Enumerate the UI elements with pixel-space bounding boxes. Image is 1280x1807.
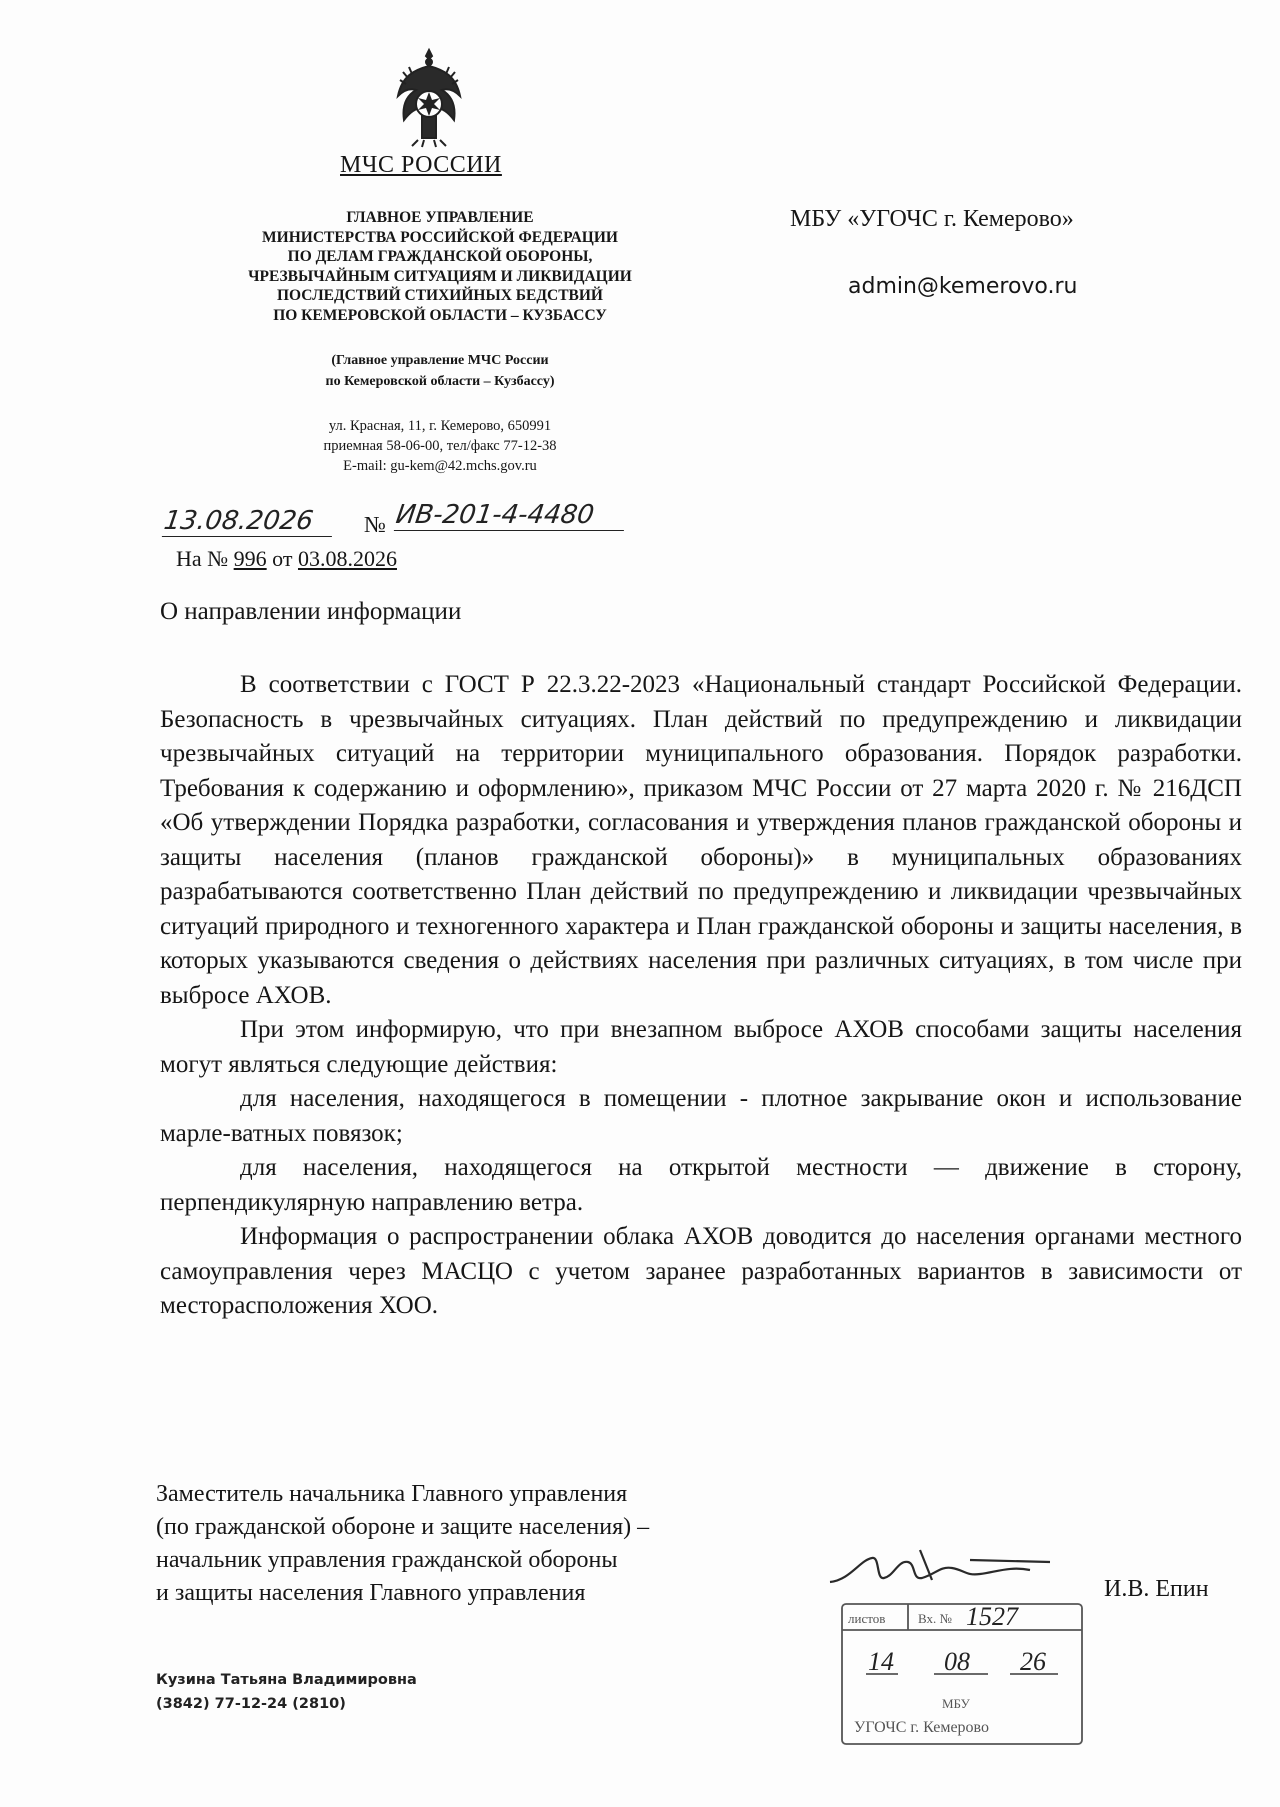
executor-name: Кузина Татьяна Владимировна bbox=[156, 1672, 417, 1688]
address-line: приемная 58-06-00, тел/факс 77-12-38 bbox=[323, 438, 557, 454]
ministry-line: ПО КЕМЕРОВСКОЙ ОБЛАСТИ – КУЗБАССУ bbox=[273, 306, 607, 324]
executor-phone: (3842) 77-12-24 (2810) bbox=[156, 1696, 346, 1712]
in-response-date: 03.08.2026 bbox=[297, 546, 397, 571]
body-paragraph: для населения, находящегося на открытой местности — движение в сторону, перпендикулярную направлению ветра. bbox=[160, 1154, 1242, 1216]
in-response-from: от bbox=[272, 546, 293, 571]
position-line: Заместитель начальника Главного управления bbox=[156, 1481, 628, 1507]
org-name: МЧС РОССИИ bbox=[340, 152, 502, 178]
address-line: E-mail: gu-kem@42.mchs.gov.ru bbox=[343, 458, 537, 474]
registration-number: ИВ-201-4-4480 bbox=[394, 500, 628, 531]
sender-address bbox=[140, 416, 740, 476]
short-name-line: по Кемеровской области – Кузбассу) bbox=[325, 374, 555, 389]
handwritten-signature-icon bbox=[820, 1540, 1060, 1600]
letter-body bbox=[160, 668, 1242, 1324]
in-response-line bbox=[176, 546, 397, 572]
stamp-incoming-number: 1527 bbox=[966, 1602, 1018, 1631]
stamp-org-line: МБУ bbox=[942, 1696, 970, 1711]
stamp-sheets-label: листов bbox=[848, 1611, 886, 1626]
short-name-line: (Главное управление МЧС России bbox=[331, 353, 549, 368]
body-paragraph: Информация о распространении облака АХОВ доводится до населения органами местного самоуправления через МАСЦО с учетом заранее разработанных вариантов в зависимости от месторасположения ХОО. bbox=[160, 1223, 1242, 1319]
position-line: (по гражданской обороне и защите населения) – bbox=[156, 1514, 650, 1540]
in-response-number: 996 bbox=[233, 546, 267, 571]
stamp-day: 14 bbox=[868, 1647, 894, 1676]
ministry-line: ГЛАВНОЕ УПРАВЛЕНИЕ bbox=[346, 209, 534, 226]
ministry-full-name bbox=[140, 208, 740, 325]
stamp-year: 26 bbox=[1020, 1647, 1046, 1676]
mchs-emblem-icon bbox=[394, 46, 464, 148]
body-paragraph: для населения, находящегося в помещении - плотное закрывание окон и использование марле-ватных повязок; bbox=[160, 1085, 1242, 1147]
position-line: и защиты населения Главного управления bbox=[156, 1580, 586, 1606]
ministry-short-name bbox=[140, 350, 740, 392]
recipient-name: МБУ «УГОЧС г. Кемерово» bbox=[790, 206, 1074, 232]
ministry-line: ПО ДЕЛАМ ГРАЖДАНСКОЙ ОБОРОНЫ, bbox=[287, 248, 593, 265]
letter-subject: О направлении информации bbox=[160, 598, 462, 625]
signer-name: И.В. Епин bbox=[1104, 1576, 1209, 1602]
in-response-prefix: На № bbox=[176, 546, 229, 571]
stamp-org-name: УГОЧС г. Кемерово bbox=[854, 1719, 989, 1736]
executor-block bbox=[156, 1668, 417, 1716]
signer-position bbox=[156, 1478, 649, 1610]
body-paragraph: В соответствии с ГОСТ Р 22.3.22-2023 «Национальный стандарт Российской Федерации. Безопасность в чрезвычайных ситуациях. План действий по предупреждению и ликвидации чрезвычайных ситуаций на территории муниципального образования. Порядок разработки. Требования к содержанию и оформлению», приказом МЧС России от 27 марта 2020 г. № 216ДСП «Об утверждении Порядка разработки, согласования и утверждения планов гражданской обороны и защиты населения (планов гражданской обороны)» в муниципальных образованиях разрабатываются соответственно План действий по предупреждению и ликвидации чрезвычайных ситуаций природного и техногенного характера и План гражданской обороны и защиты населения, в которых указываются сведения о действиях населения при различных ситуациях, в том числе при выбросе АХОВ. bbox=[160, 671, 1242, 1009]
incoming-registration-stamp-icon bbox=[838, 1600, 1098, 1750]
ministry-line: ЧРЕЗВЫЧАЙНЫМ СИТУАЦИЯМ И ЛИКВИДАЦИИ bbox=[248, 267, 632, 285]
ministry-line: МИНИСТЕРСТВА РОССИЙСКОЙ ФЕДЕРАЦИИ bbox=[262, 228, 618, 246]
ministry-line: ПОСЛЕДСТВИЙ СТИХИЙНЫХ БЕДСТВИЙ bbox=[277, 287, 603, 304]
stamp-month: 08 bbox=[944, 1647, 970, 1676]
registration-number-label: № bbox=[364, 512, 386, 537]
body-paragraph: При этом информирую, что при внезапном выбросе АХОВ способами защиты населения могут являться следующие действия: bbox=[160, 1016, 1242, 1078]
position-line: начальник управления гражданской обороны bbox=[156, 1547, 618, 1573]
recipient-email: admin@kemerovo.ru bbox=[848, 274, 1078, 299]
stamp-incoming-label: Вх. № bbox=[918, 1611, 952, 1626]
address-line: ул. Красная, 11, г. Кемерово, 650991 bbox=[328, 418, 552, 434]
registration-date: 13.08.2026 bbox=[162, 506, 336, 537]
